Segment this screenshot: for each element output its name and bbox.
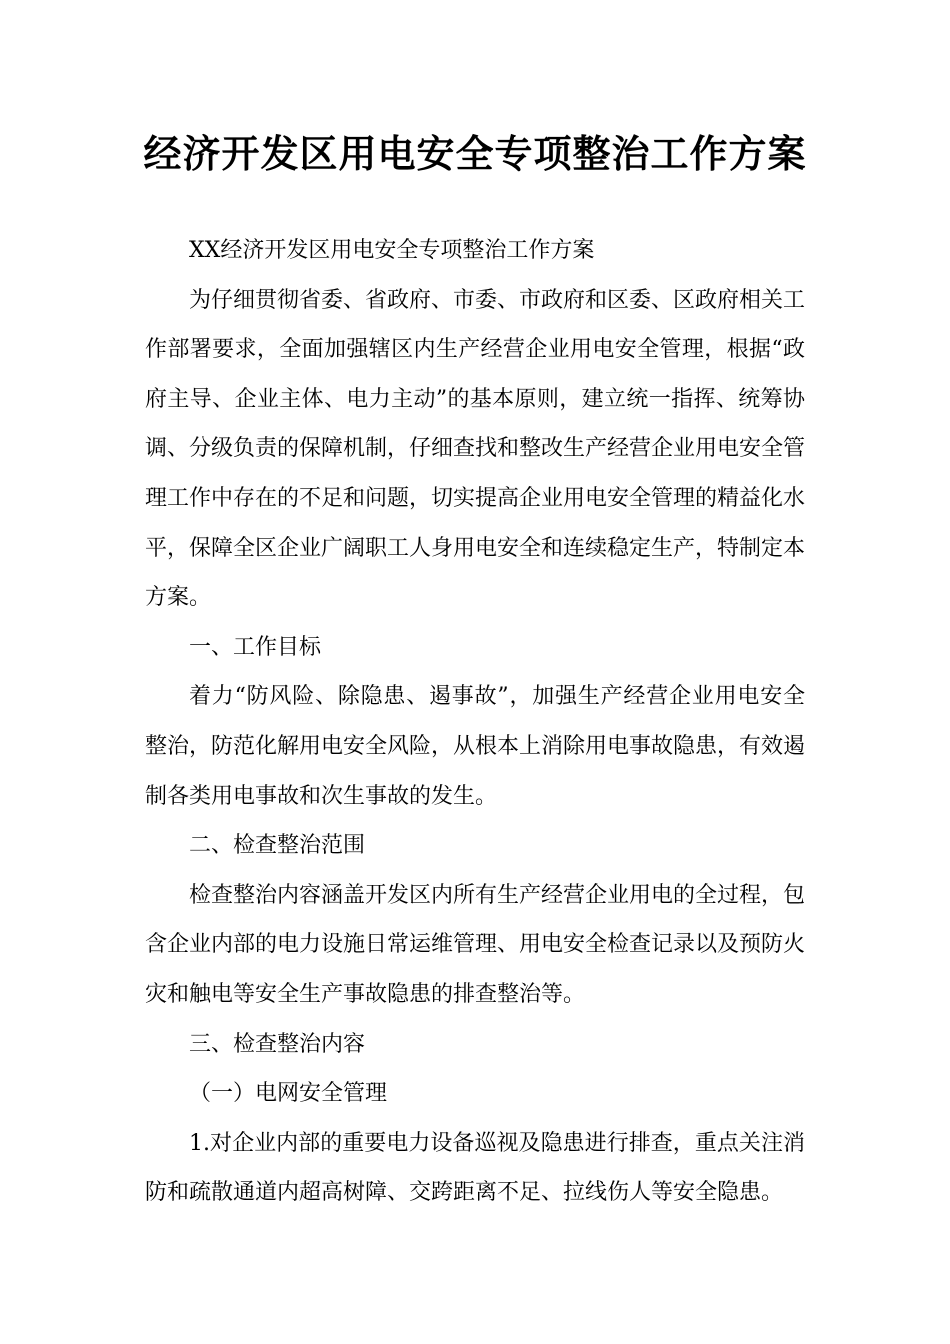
subsection-heading-grid-safety: （一）电网安全管理	[189, 1081, 388, 1107]
goals-paragraph: 着力“防风险、除隐患、遏事故”，加强生产经营企业用电安全整治，防范化解用电安全风险，从根本上消除用电事故隐患，有效遏制各类用电事故和次生事故的发生。	[145, 684, 806, 809]
scope-paragraph: 检查整治内容涵盖开发区内所有生产经营企业用电的全过程，包含企业内部的电力设施日常运维管理、用电安全检查记录以及预防火灾和触电等安全生产事故隐患的排查整治等。	[145, 882, 806, 1007]
document-subtitle: XX经济开发区用电安全专项整治工作方案	[189, 238, 595, 263]
item-paragraph-1: 1.对企业内部的重要电力设备巡视及隐患进行排查，重点关注消防和疏散通道内超高树障、交跨距离不足、拉线伤人等安全隐患。	[145, 1130, 805, 1206]
document-title: 经济开发区用电安全专项整治工作方案	[143, 132, 807, 176]
intro-paragraph: 为仔细贯彻省委、省政府、市委、市政府和区委、区政府相关工作部署要求，全面加强辖区内生产经营企业用电安全管理，根据“政府主导、企业主体、电力主动”的基本原则，建立统一指挥、统筹协调、分级负责的保障机制，仔细查找和整改生产经营企业用电安全管理工作中存在的不足和问题，切实提高企业用电安全管理的精益化水平，保障全区企业广阔职工人身用电安全和连续稳定生产，特制定本方案。	[145, 287, 806, 611]
section-heading-goals: 一、工作目标	[189, 634, 322, 660]
section-heading-content: 三、检查整治内容	[189, 1031, 366, 1057]
section-heading-scope: 二、检查整治范围	[189, 833, 366, 859]
document-body	[145, 226, 805, 1218]
